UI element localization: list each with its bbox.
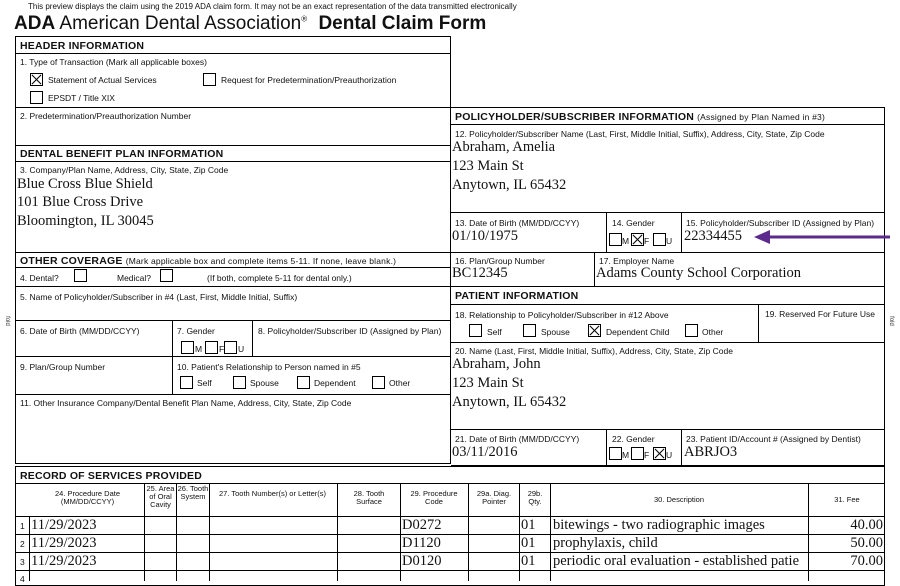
policyholder-section-title — [455, 111, 825, 123]
item1-label: 1. Type of Transaction (Mark all applicable boxes) — [20, 57, 207, 67]
left-fold-mark: fold — [3, 316, 10, 326]
registered-mark: ® — [301, 14, 308, 24]
item18-label: 18. Relationship to Policyholder/Subscriber in #12 Above — [455, 310, 669, 320]
row-code: D0272 — [402, 517, 442, 533]
other-coverage-title — [20, 255, 396, 267]
item13-label: 13. Date of Birth (MM/DD/CCYY) — [455, 218, 580, 228]
rel10-self-label: Self — [197, 378, 212, 388]
item23-label: 23. Patient ID/Account # (Assigned by Dentist) — [686, 434, 861, 444]
col-tooth-number: 27. Tooth Number(s) or Letter(s) — [219, 489, 326, 498]
patient-name: Abraham, John — [452, 356, 541, 372]
patient-dob: 03/11/2016 — [452, 444, 518, 460]
gender7-u-label: U — [238, 344, 245, 354]
plan-city: Bloomington, IL 30045 — [17, 213, 154, 229]
policyholder-note: (Assigned by Plan Named in #3) — [697, 112, 826, 122]
plan-address: 101 Blue Cross Drive — [17, 194, 144, 210]
item20-label: 20. Name (Last, First, Middle Initial, Suffix), Address, City, State, Zip Code — [455, 346, 733, 356]
epsdt-checkbox[interactable] — [30, 91, 43, 104]
item19-label: 19. Reserved For Future Use — [764, 309, 876, 319]
col-area: 25. Area of Oral Cavity — [146, 484, 175, 509]
statement-label: Statement of Actual Services — [48, 75, 157, 85]
rel10-spouse-label: Spouse — [250, 378, 279, 388]
row-description: prophylaxis, child — [553, 535, 658, 551]
statement-checkbox[interactable] — [30, 73, 43, 86]
header-section-title: HEADER INFORMATION — [20, 40, 145, 52]
gender7-f-label: F — [219, 344, 225, 354]
predetermination-label: Request for Predetermination/Preauthorization — [221, 75, 397, 85]
epsdt-label: EPSDT / Title XIX — [48, 93, 115, 103]
row-date: 11/29/2023 — [31, 535, 97, 551]
gender14-u-label: U — [666, 236, 673, 246]
predetermination-checkbox[interactable] — [203, 73, 216, 86]
item7-label: 7. Gender — [177, 326, 215, 336]
item22-label: 22. Gender — [612, 434, 655, 444]
plan-name: Blue Cross Blue Shield — [17, 176, 153, 192]
gender22-u-label: U — [666, 450, 673, 460]
gender22-m-checkbox[interactable] — [609, 447, 622, 460]
patient-section-title: PATIENT INFORMATION — [455, 290, 579, 302]
col-qty: 29b. Qty. — [527, 489, 543, 506]
col-fee: 31. Fee — [834, 495, 860, 504]
col-diag-pointer: 29a. Diag. Pointer — [476, 489, 512, 506]
item10-label: 10. Patient's Relationship to Person named in #5 — [177, 362, 361, 372]
rel10-other-checkbox[interactable] — [372, 376, 385, 389]
row-number: 3 — [20, 557, 25, 567]
row-qty: 01 — [521, 517, 536, 533]
rel18-other-checkbox[interactable] — [685, 324, 698, 337]
row-fee: 40.00 — [850, 517, 883, 533]
services-title: RECORD OF SERVICES PROVIDED — [20, 470, 202, 482]
item8-label: 8. Policyholder/Subscriber ID (Assigned by Plan) — [258, 326, 442, 336]
rel18-self-checkbox[interactable] — [469, 324, 482, 337]
other-coverage-heading: OTHER COVERAGE — [20, 255, 123, 267]
rel10-spouse-checkbox[interactable] — [233, 376, 246, 389]
col-description: 30. Description — [653, 495, 705, 504]
row-qty: 01 — [521, 553, 536, 569]
row-number: 2 — [20, 539, 25, 549]
col-tooth-system: 26. Tooth System — [177, 484, 209, 501]
col-tooth-surface: 28. Tooth Surface — [353, 489, 385, 506]
row-date: 11/29/2023 — [31, 517, 97, 533]
rel18-dependent-checkbox[interactable] — [588, 324, 601, 337]
policyholder-dob: 01/10/1975 — [452, 228, 519, 244]
item6-label: 6. Date of Birth (MM/DD/CCYY) — [20, 326, 140, 336]
rel18-spouse-label: Spouse — [541, 327, 570, 337]
medical-label: Medical? — [117, 273, 152, 283]
rel18-dependent-label: Dependent Child — [606, 327, 670, 337]
policyholder-name: Abraham, Amelia — [452, 139, 556, 155]
row-date: 11/29/2023 — [31, 553, 97, 569]
patient-address: 123 Main St — [452, 375, 524, 391]
policyholder-city: Anytown, IL 65432 — [452, 177, 567, 193]
rel10-self-checkbox[interactable] — [180, 376, 193, 389]
gender22-u-checkbox[interactable] — [653, 447, 666, 460]
annotation-arrow-icon — [752, 228, 892, 246]
other-coverage-note: (Mark applicable box and complete items 5-11. If none, leave blank.) — [125, 256, 397, 266]
form-name: Dental Claim Form — [318, 13, 487, 34]
col-procedure-code: 29. Procedure Code — [410, 489, 458, 506]
both-note: (If both, complete 5-11 for dental only.) — [207, 273, 352, 283]
gender22-f-checkbox[interactable] — [631, 447, 644, 460]
item12-label: 12. Policyholder/Subscriber Name (Last, First, Middle Initial, Suffix), Address, City, State, Zip Code — [455, 129, 825, 139]
gender14-m-label: M — [622, 236, 630, 246]
policyholder-group: BC12345 — [452, 265, 508, 281]
policyholder-address: 123 Main St — [452, 158, 524, 174]
employer-name: Adams County School Corporation — [596, 265, 802, 281]
rel18-spouse-checkbox[interactable] — [523, 324, 536, 337]
item21-label: 21. Date of Birth (MM/DD/CCYY) — [455, 434, 580, 444]
row-number: 4 — [20, 574, 25, 584]
gender7-m-label: M — [195, 344, 203, 354]
preview-note: This preview displays the claim using the 2019 ADA claim form. It may not be an exact representation of the data transmitted electronically — [28, 2, 517, 11]
row-fee: 70.00 — [850, 553, 883, 569]
item9-label: 9. Plan/Group Number — [20, 362, 106, 372]
gender7-f-checkbox[interactable] — [205, 341, 218, 354]
dental-checkbox[interactable] — [74, 269, 87, 282]
item11-label: 11. Other Insurance Company/Dental Benefit Plan Name, Address, City, State, Zip Code — [20, 398, 352, 408]
medical-checkbox[interactable] — [160, 269, 173, 282]
gender22-m-label: M — [622, 450, 630, 460]
policyholder-heading: POLICYHOLDER/SUBSCRIBER INFORMATION — [455, 111, 694, 123]
plan-section-title: DENTAL BENEFIT PLAN INFORMATION — [20, 148, 224, 160]
patient-city: Anytown, IL 65432 — [452, 394, 567, 410]
gender14-f-checkbox[interactable] — [631, 233, 644, 246]
gender22-f-label: F — [644, 450, 650, 460]
right-fold-mark: fold — [887, 316, 894, 326]
rel10-other-label: Other — [389, 378, 411, 388]
row-description: periodic oral evaluation - established patie — [553, 553, 800, 569]
ada-logo-text: ADA — [14, 13, 56, 34]
row-qty: 01 — [521, 535, 536, 551]
item3-label: 3. Company/Plan Name, Address, City, State, Zip Code — [20, 165, 229, 175]
rel18-other-label: Other — [702, 327, 724, 337]
ada-org-name: American Dental Association — [59, 13, 302, 34]
col-procedure-date: 24. Procedure Date (MM/DD/CCYY) — [54, 489, 121, 506]
form-title — [14, 13, 486, 35]
row-fee: 50.00 — [850, 535, 883, 551]
gender14-m-checkbox[interactable] — [609, 233, 622, 246]
policyholder-id: 22334455 — [684, 228, 742, 244]
gender14-f-label: F — [644, 236, 650, 246]
row-number: 1 — [20, 521, 25, 531]
item2-label: 2. Predetermination/Preauthorization Number — [20, 111, 192, 121]
row-code: D1120 — [402, 535, 441, 551]
row-code: D0120 — [402, 553, 442, 569]
rel10-dependent-checkbox[interactable] — [297, 376, 310, 389]
dental-label: 4. Dental? — [20, 273, 59, 283]
item16-label: 16. Plan/Group Number — [455, 256, 545, 266]
gender14-u-checkbox[interactable] — [653, 233, 666, 246]
patient-account: ABRJO3 — [684, 444, 738, 460]
gender7-m-checkbox[interactable] — [181, 341, 194, 354]
item15-label: 15. Policyholder/Subscriber ID (Assigned by Plan) — [686, 218, 875, 228]
gender7-u-checkbox[interactable] — [224, 341, 237, 354]
item14-label: 14. Gender — [612, 218, 655, 228]
rel10-dependent-label: Dependent — [314, 378, 356, 388]
row-description: bitewings - two radiographic images — [553, 517, 765, 533]
item5-label: 5. Name of Policyholder/Subscriber in #4 (Last, First, Middle Initial, Suffix) — [20, 292, 298, 302]
rel18-self-label: Self — [487, 327, 502, 337]
item17-label: 17. Employer Name — [599, 256, 675, 266]
